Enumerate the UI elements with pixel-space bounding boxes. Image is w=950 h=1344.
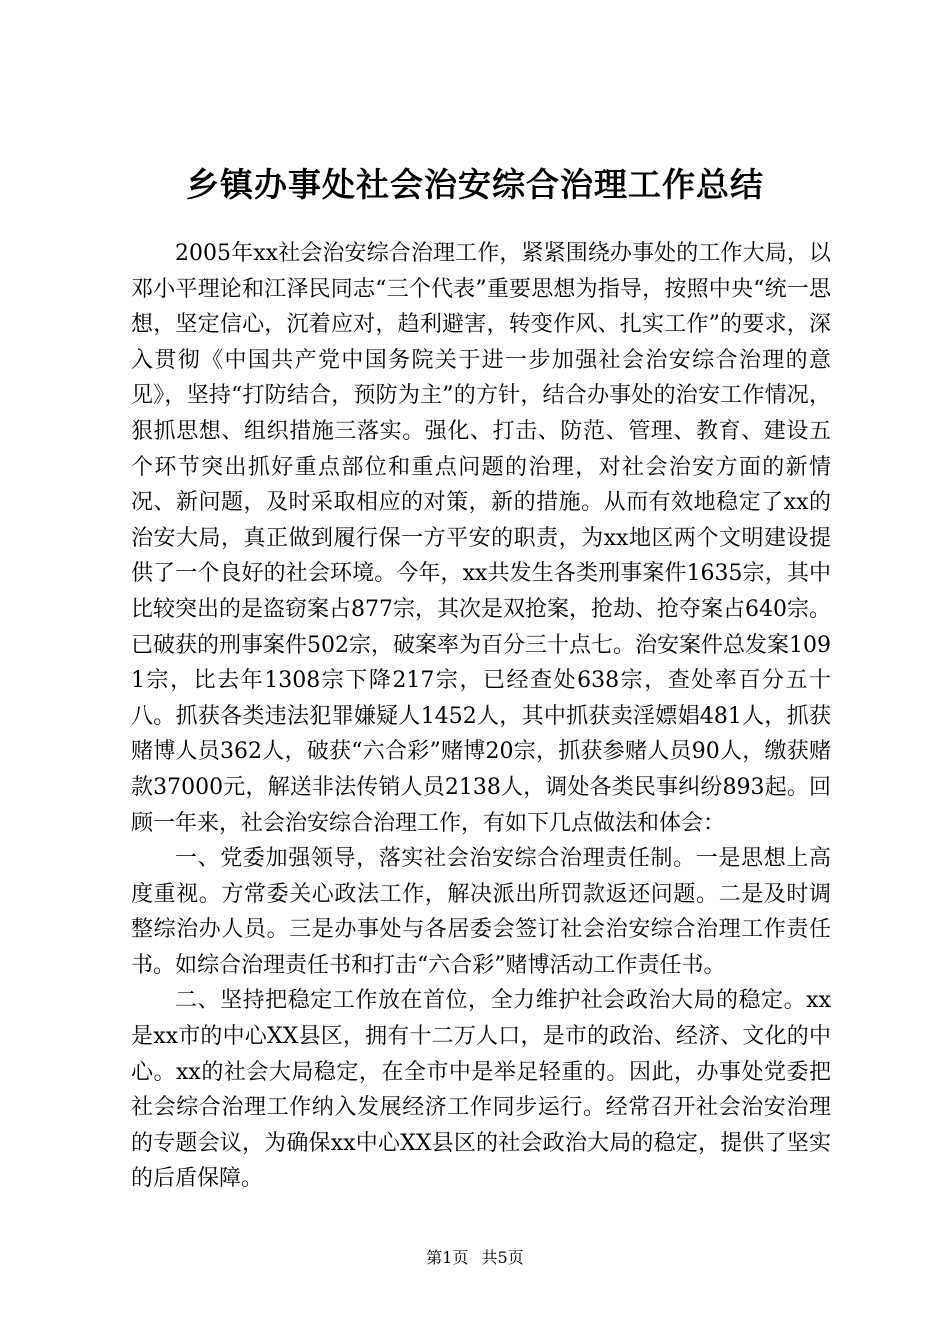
paragraph-intro: 2005年xx社会治安综合治理工作，紧紧围绕办事处的工作大局，以邓小平理论和江泽民同志“三个代表”重要思想为指导，按照中央“统一思想，坚定信心，沉着应对，趋利避害，转变作风、扎实工作”的要求，深入贯彻《中国共产党中国务院关于进一步加强社会治安综合治理的意见》，坚持“打防结合，预防为主”的方针，结合办事处的治安工作情况，狠抓思想、组织措施三落实。强化、打击、防范、管理、教育、建设五个环节突出抓好重点部位和重点问题的治理，对社会治安方面的新情况、新问题，及时采取相应的对策，新的措施。从而有效地稳定了xx的治安大局，真正做到履行保一方平安的职责，为xx地区两个文明建设提供了一个良好的社会环境。今年，xx共发生各类刑事案件1635宗，其中比较突出的是盗窃案占877宗，其次是双抢案，抢劫、抢夺案占640宗。已破获的刑事案件502宗，破案率为百分三十点七。治安案件总发案1091宗，比去年1308宗下降217宗，已经查处638宗，查处率百分五十八。抓获各类违法犯罪嫌疑人1452人，其中抓获卖淫嫖娼481人，抓获赌博人员362人，破获“六合彩”赌博20宗，抓获参赌人员90人，缴获赌款37000元，解送非法传销人员2138人，调处各类民事纠纷893起。回顾一年来，社会治安综合治理工作，有如下几点做法和体会：	[131, 241, 831, 836]
paragraph-section-2: 二、坚持把稳定工作放在首位，全力维护社会政治大局的稳定。xx是xx市的中心XX县区，拥有十二万人口，是市的政治、经济、文化的中心。xx的社会大局稳定，在全市中是举足轻重的。因此，办事处党委把社会综合治理工作纳入发展经济工作同步运行。经常召开社会治安治理的专题会议，为确保xx中心XX县区的社会政治大局的稳定，提供了坚实的后盾保障。	[131, 988, 831, 1192]
document-title: 乡镇办事处社会治安综合治理工作总结	[186, 165, 764, 204]
page-total: 共5页	[481, 1248, 524, 1267]
page-footer	[0, 1248, 950, 1268]
paragraph-section-1: 一、党委加强领导，落实社会治安综合治理责任制。一是思想上高度重视。方常委关心政法工作，解决派出所罚款返还问题。二是及时调整综治办人员。三是办事处与各居委会签订社会治安综合治理工作责任书。如综合治理责任书和打击“六合彩”赌博活动工作责任书。	[131, 846, 831, 978]
document-body	[131, 236, 831, 1197]
page-number: 第1页	[426, 1248, 469, 1267]
